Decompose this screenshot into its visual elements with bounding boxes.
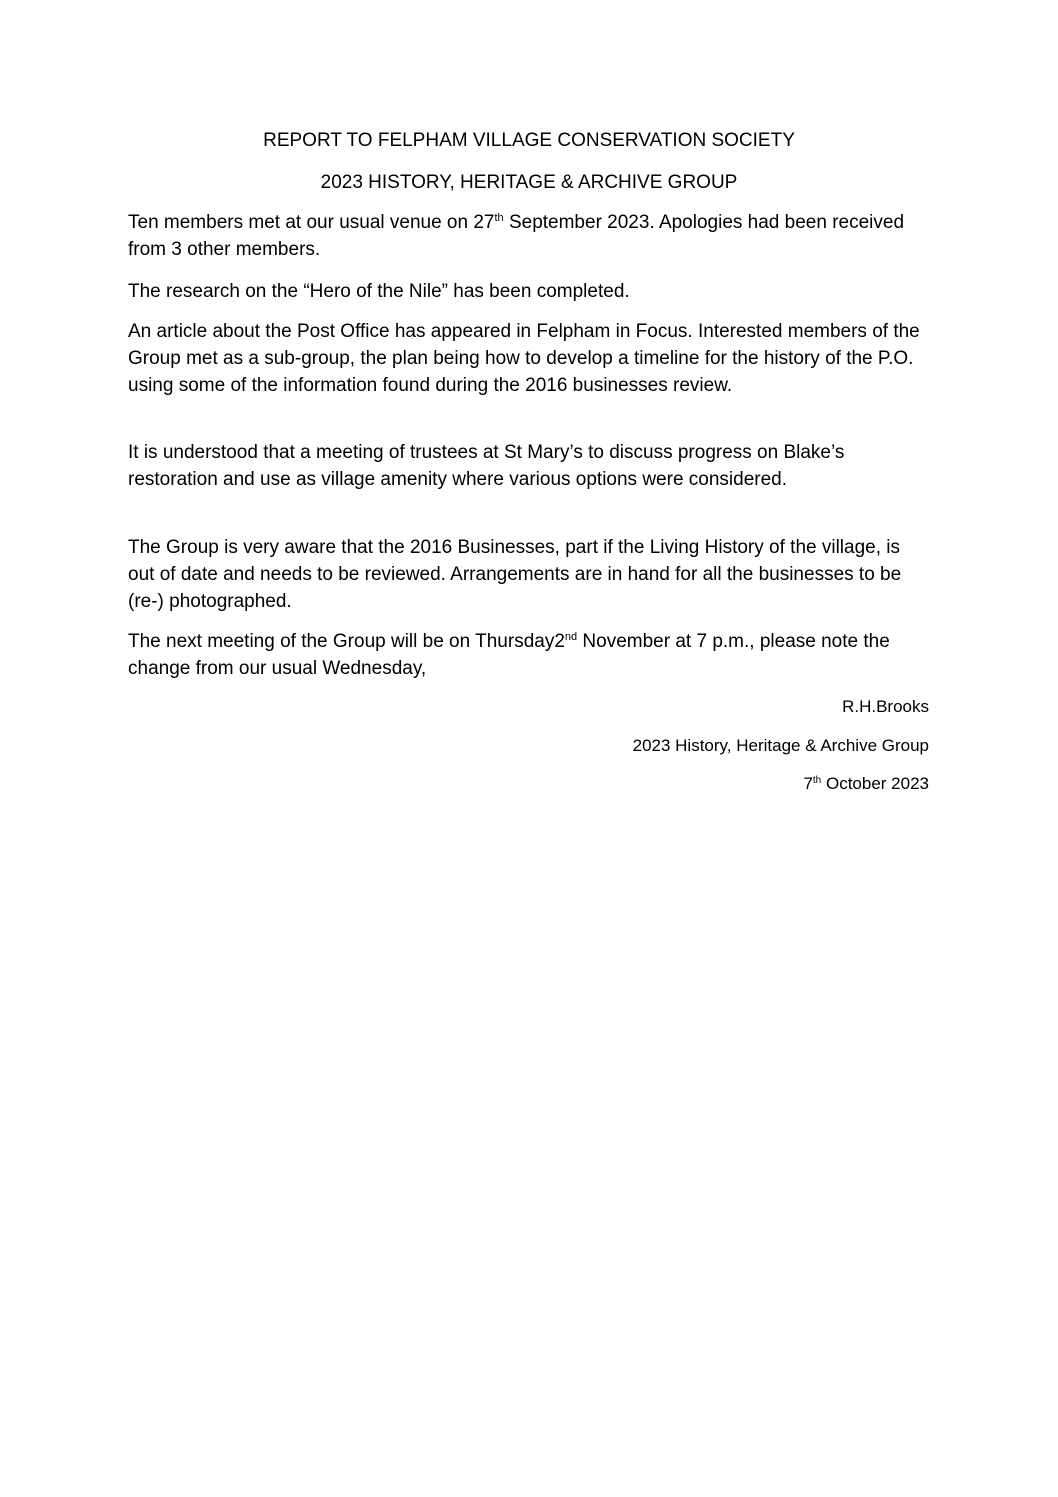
paragraph-text: September 2023. Apologies had been received from 3 other members.	[128, 212, 905, 260]
date-day: 7	[803, 774, 813, 793]
report-subtitle: 2023 HISTORY, HERITAGE & ARCHIVE GROUP	[320, 172, 738, 193]
paragraph-post-office: An article about the Post Office has appeared in Felpham in Focus. Interested members of the Group met as a sub-group, the plan being how to develop a timeline for the history of the P.O. using some of the information found during the 2016 businesses review.	[128, 321, 920, 396]
ordinal-suffix: nd	[564, 631, 578, 643]
paragraph-text: November at 7 p.m., please note the change from our usual Wednesday,	[128, 631, 890, 679]
ordinal-suffix: th	[812, 775, 822, 786]
paragraph-text: The next meeting of the Group will be on Thursday2	[128, 631, 565, 652]
paragraph-trustees: It is understood that a meeting of trustees at St Mary’s to discuss progress on Blake’s restoration and use as village amenity where various options were considered.	[128, 442, 845, 490]
paragraph-text: Ten members met at our usual venue on 27	[128, 212, 495, 233]
signature-group: 2023 History, Heritage & Archive Group	[632, 736, 929, 755]
paragraph-meeting-attendance	[128, 209, 928, 263]
signature-date	[803, 773, 929, 795]
signature-name: R.H.Brooks	[842, 697, 929, 716]
date-month-year: October 2023	[821, 774, 929, 793]
report-title: REPORT TO FELPHAM VILLAGE CONSERVATION SOCIETY	[263, 130, 795, 151]
ordinal-suffix: th	[494, 212, 504, 224]
paragraph-research: The research on the “Hero of the Nile” has been completed.	[128, 281, 630, 302]
paragraph-businesses: The Group is very aware that the 2016 Businesses, part if the Living History of the village, is out of date and needs to be reviewed. Arrangements are in hand for all the businesses to be (re-) photographed.	[128, 537, 902, 612]
paragraph-next-meeting	[128, 628, 928, 682]
